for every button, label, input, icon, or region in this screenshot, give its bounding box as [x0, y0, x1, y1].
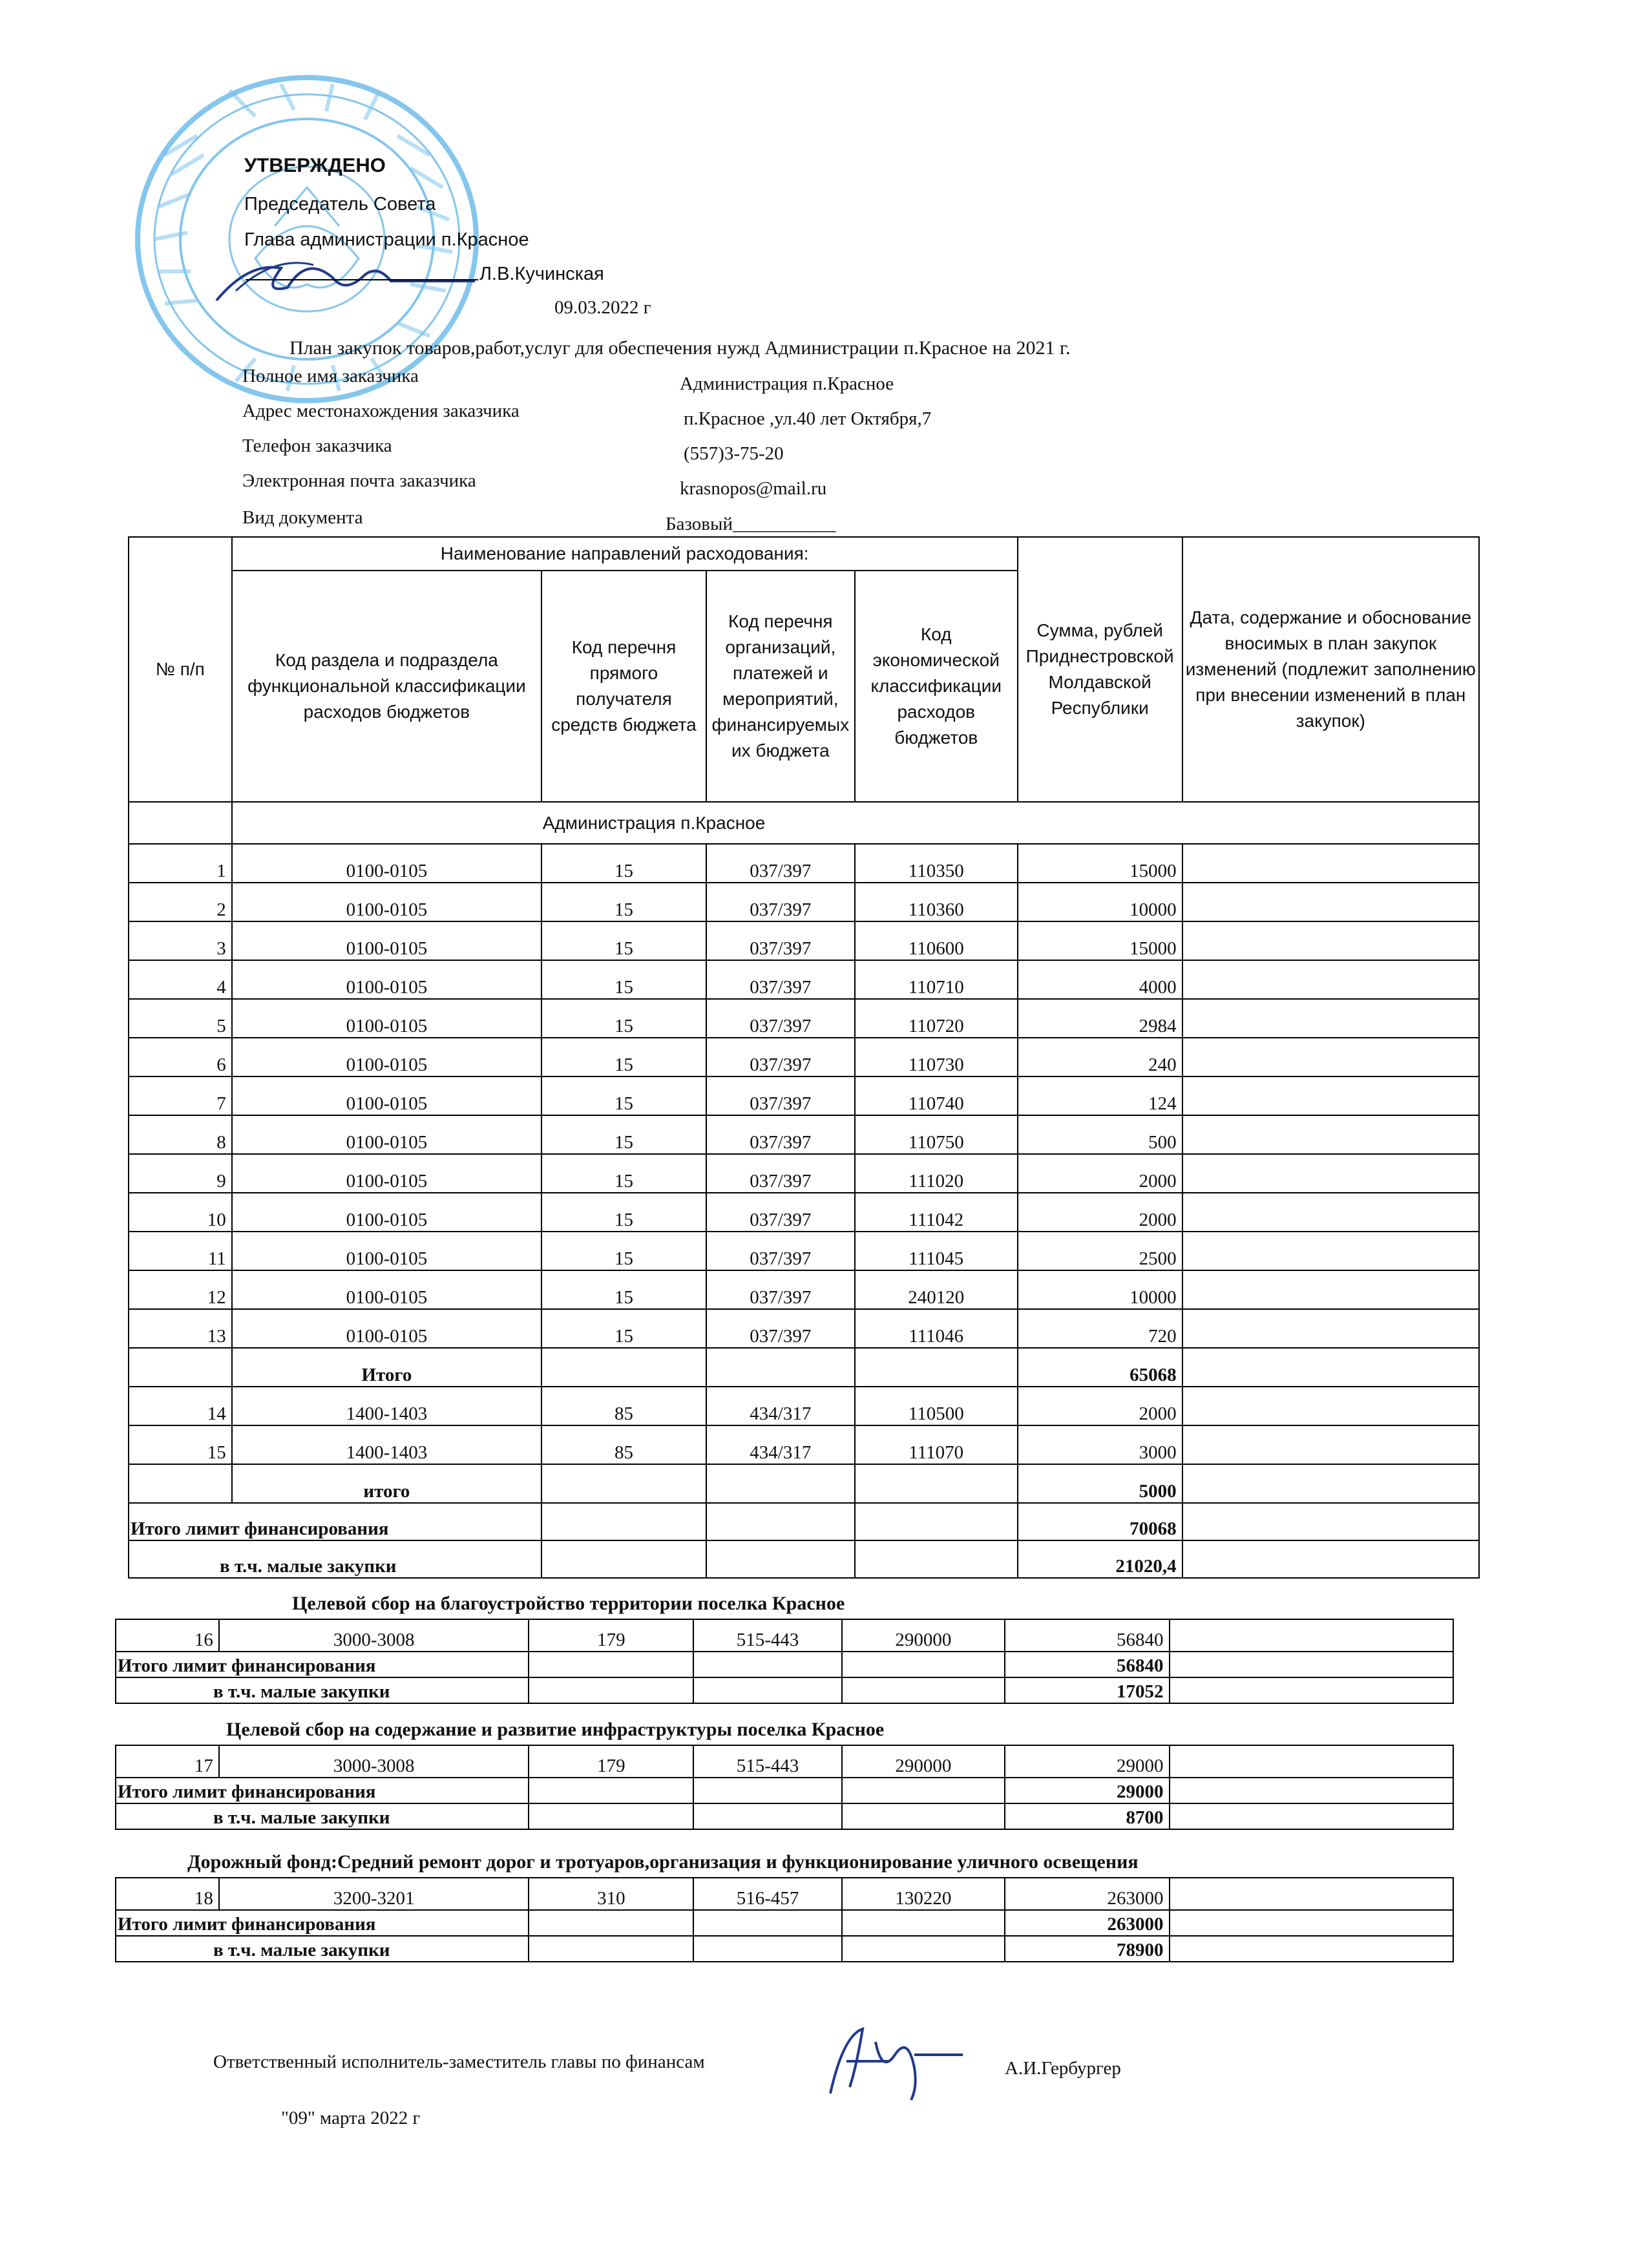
sum-cell: 15000: [1018, 844, 1182, 883]
sum-cell: 56840: [1005, 1619, 1170, 1652]
row-number: 16: [116, 1619, 219, 1652]
sum-cell: 500: [1018, 1115, 1182, 1154]
sum-cell: 263000: [1005, 1878, 1170, 1910]
row-number: 7: [129, 1076, 232, 1115]
empty-cell: [693, 1778, 842, 1803]
changes-cell: [1182, 1115, 1479, 1154]
changes-cell: [1170, 1745, 1453, 1778]
table-row: [129, 960, 1479, 999]
row-number: 11: [129, 1232, 232, 1270]
recipient-code-cell: 15: [541, 1232, 706, 1270]
economic-code-cell: 110740: [855, 1076, 1018, 1115]
document-title: План закупок товаров,работ,услуг для обеспечения нужд Администрации п.Красное на 2021 г.: [289, 337, 1071, 359]
table-row: [129, 1387, 1479, 1425]
section-code-cell: 0100-0105: [232, 1154, 541, 1193]
section-code-cell: 3000-3008: [219, 1745, 529, 1778]
section-small-purchases-sum: 78900: [1005, 1936, 1170, 1962]
row-number: 4: [129, 960, 232, 999]
approval-line-1: Председатель Совета: [244, 194, 436, 215]
sum-cell: 15000: [1018, 921, 1182, 960]
header-recipient-code: Код перечня прямого получателя средств бюджета: [541, 571, 706, 802]
row-number: 13: [129, 1309, 232, 1348]
organization-code-cell: 037/397: [706, 1115, 855, 1154]
organization-code-cell: 434/317: [706, 1425, 855, 1464]
empty-cell: [529, 1652, 693, 1677]
row-number: 8: [129, 1115, 232, 1154]
recipient-code-cell: 15: [541, 1154, 706, 1193]
economic-code-cell: 110730: [855, 1038, 1018, 1076]
economic-code-cell: 110750: [855, 1115, 1018, 1154]
approval-signer: Л.В.Кучинская: [479, 264, 604, 284]
economic-code-cell: 110500: [855, 1387, 1018, 1425]
section-administration: Администрация п.Красное: [232, 802, 1479, 844]
head-signature: [210, 242, 481, 313]
table-row: [129, 1154, 1479, 1193]
section-limit-row: [116, 1778, 1453, 1803]
row-number: 12: [129, 1270, 232, 1309]
sum-cell: 2000: [1018, 1154, 1182, 1193]
organization-code-cell: 037/397: [706, 1038, 855, 1076]
section-table: [115, 1745, 1454, 1830]
economic-code-cell: 111070: [855, 1425, 1018, 1464]
organization-code-cell: 037/397: [706, 1076, 855, 1115]
row-number: 6: [129, 1038, 232, 1076]
section-code-cell: 0100-0105: [232, 1076, 541, 1115]
section-title: Целевой сбор на содержание и развитие инфраструктуры поселка Красное: [226, 1719, 885, 1740]
footer-date: "09" марта 2022 г: [281, 2108, 421, 2128]
customer-address-value: п.Красное ,ул.40 лет Октября,7: [684, 408, 932, 429]
section-small-purchases-row: [116, 1677, 1453, 1703]
empty-cell: [842, 1910, 1005, 1936]
section-limit-row: [116, 1910, 1453, 1936]
finance-signature: [817, 2016, 966, 2106]
customer-name-label: Полное имя заказчика: [242, 366, 419, 386]
table-row: [129, 1038, 1479, 1076]
row-number: 15: [129, 1425, 232, 1464]
economic-code-cell: 110600: [855, 921, 1018, 960]
organization-code-cell: 516-457: [693, 1878, 842, 1910]
recipient-code-cell: 179: [529, 1619, 693, 1652]
header-group: Наименование направлений расходования:: [232, 537, 1018, 571]
changes-cell: [1182, 1270, 1479, 1309]
section-title: Дорожный фонд:Средний ремонт дорог и тротуаров,организация и функционирование уличного освещения: [187, 1851, 1139, 1873]
section-limit-sum: 56840: [1005, 1652, 1170, 1677]
header-organization-code: Код перечня организаций, платежей и мероприятий, финансируемых их бюджета: [706, 571, 855, 802]
section-small-purchases-label: в т.ч. малые закупки: [116, 1803, 529, 1829]
empty-cell: [693, 1910, 842, 1936]
sum-cell: 2000: [1018, 1193, 1182, 1232]
economic-code-cell: 111045: [855, 1232, 1018, 1270]
section-code-cell: 0100-0105: [232, 1115, 541, 1154]
table-row: [129, 999, 1479, 1038]
table-row: [129, 1309, 1479, 1348]
changes-cell: [1182, 883, 1479, 921]
sum-cell: 2984: [1018, 999, 1182, 1038]
changes-cell: [1182, 1038, 1479, 1076]
organization-code-cell: 037/397: [706, 844, 855, 883]
small-purchases-sum: 21020,4: [1018, 1540, 1182, 1578]
table-row: [129, 1115, 1479, 1154]
empty-cell: [842, 1778, 1005, 1803]
table-row: [129, 1193, 1479, 1232]
economic-code-cell: 111046: [855, 1309, 1018, 1348]
row-number: 1: [129, 844, 232, 883]
customer-doctype-value: Базовый___________: [666, 514, 836, 534]
section-limit-row: [116, 1652, 1453, 1677]
organization-code-cell: 037/397: [706, 1270, 855, 1309]
table-row: [116, 1745, 1453, 1778]
sum-cell: 10000: [1018, 883, 1182, 921]
changes-cell: [1182, 999, 1479, 1038]
sum-cell: 4000: [1018, 960, 1182, 999]
procurement-table: [128, 536, 1480, 1579]
signature-line: [246, 279, 478, 280]
organization-code-cell: 037/397: [706, 1232, 855, 1270]
empty-cell: [693, 1677, 842, 1703]
organization-code-cell: 515-443: [693, 1619, 842, 1652]
economic-code-cell: 290000: [842, 1619, 1005, 1652]
row-number: 10: [129, 1193, 232, 1232]
section-code-cell: 0100-0105: [232, 1232, 541, 1270]
changes-cell: [1170, 1878, 1453, 1910]
recipient-code-cell: 15: [541, 1038, 706, 1076]
organization-code-cell: 037/397: [706, 960, 855, 999]
sum-cell: 10000: [1018, 1270, 1182, 1309]
section-code-cell: 3000-3008: [219, 1619, 529, 1652]
customer-phone-label: Телефон заказчика: [242, 436, 392, 456]
changes-cell: [1182, 1193, 1479, 1232]
section-code-cell: 0100-0105: [232, 1309, 541, 1348]
row-number: 18: [116, 1878, 219, 1910]
section-code-cell: 0100-0105: [232, 844, 541, 883]
empty-cell: [1170, 1652, 1453, 1677]
table-row: [129, 1425, 1479, 1464]
changes-cell: [1182, 1232, 1479, 1270]
section-code-cell: 0100-0105: [232, 960, 541, 999]
section-limit-sum: 263000: [1005, 1910, 1170, 1936]
empty-cell: [1170, 1936, 1453, 1962]
organization-code-cell: 037/397: [706, 883, 855, 921]
changes-cell: [1182, 921, 1479, 960]
header-changes: Дата, содержание и обоснование вносимых в план закупок изменений (подлежит заполнению при внесении изменений в план закупок): [1182, 537, 1479, 802]
recipient-code-cell: 15: [541, 999, 706, 1038]
table-row: [116, 1619, 1453, 1652]
economic-code-cell: 110360: [855, 883, 1018, 921]
changes-cell: [1182, 844, 1479, 883]
section-table: [115, 1619, 1454, 1704]
section-code-cell: 0100-0105: [232, 883, 541, 921]
customer-phone-value: (557)3-75-20: [684, 443, 784, 464]
header-economic-code: Код экономической классификации расходов бюджетов: [855, 571, 1018, 802]
section-limit-label: Итого лимит финансирования: [116, 1778, 529, 1803]
sum-cell: 2500: [1018, 1232, 1182, 1270]
section-small-purchases-row: [116, 1936, 1453, 1962]
section-title: Целевой сбор на благоустройство территории поселка Красное: [292, 1593, 845, 1614]
sum-cell: 29000: [1005, 1745, 1170, 1778]
customer-email-label: Электронная почта заказчика: [242, 470, 476, 491]
changes-cell: [1182, 1309, 1479, 1348]
row-number: 5: [129, 999, 232, 1038]
empty-cell: [842, 1677, 1005, 1703]
organization-code-cell: 037/397: [706, 921, 855, 960]
table-row: [129, 844, 1479, 883]
empty-cell: [693, 1936, 842, 1962]
recipient-code-cell: 15: [541, 960, 706, 999]
organization-code-cell: 037/397: [706, 1193, 855, 1232]
subtotal-a-label: Итого: [232, 1348, 541, 1387]
subtotal-b-label: итого: [232, 1464, 541, 1503]
empty-cell: [1170, 1677, 1453, 1703]
changes-cell: [1182, 1425, 1479, 1464]
economic-code-cell: 111020: [855, 1154, 1018, 1193]
organization-code-cell: 037/397: [706, 1309, 855, 1348]
section-limit-label: Итого лимит финансирования: [116, 1910, 529, 1936]
changes-cell: [1182, 1076, 1479, 1115]
recipient-code-cell: 85: [541, 1425, 706, 1464]
recipient-code-cell: 15: [541, 1115, 706, 1154]
recipient-code-cell: 15: [541, 1076, 706, 1115]
recipient-code-cell: 85: [541, 1387, 706, 1425]
recipient-code-cell: 15: [541, 1270, 706, 1309]
empty-cell: [1170, 1910, 1453, 1936]
section-small-purchases-label: в т.ч. малые закупки: [116, 1936, 529, 1962]
empty-cell: [529, 1803, 693, 1829]
customer-email-value: krasnopos@mail.ru: [680, 478, 827, 499]
section-limit-label: Итого лимит финансирования: [116, 1652, 529, 1677]
empty-cell: [842, 1803, 1005, 1829]
table-row: [129, 1076, 1479, 1115]
section-limit-sum: 29000: [1005, 1778, 1170, 1803]
organization-code-cell: 515-443: [693, 1745, 842, 1778]
changes-cell: [1182, 1387, 1479, 1425]
section-small-purchases-sum: 8700: [1005, 1803, 1170, 1829]
economic-code-cell: 110720: [855, 999, 1018, 1038]
section-code-cell: 3200-3201: [219, 1878, 529, 1910]
sum-cell: 124: [1018, 1076, 1182, 1115]
header-sum: Сумма, рублей Приднестровской Молдавской Республики: [1018, 537, 1182, 802]
empty-cell: [529, 1677, 693, 1703]
recipient-code-cell: 310: [529, 1878, 693, 1910]
subtotal-b-sum: 5000: [1018, 1464, 1182, 1503]
row-number: 9: [129, 1154, 232, 1193]
approval-date: 09.03.2022 г: [554, 297, 651, 318]
row-number: 14: [129, 1387, 232, 1425]
approval-line-2: Глава администрации п.Красное: [244, 229, 529, 250]
section-small-purchases-label: в т.ч. малые закупки: [116, 1677, 529, 1703]
organization-code-cell: 434/317: [706, 1387, 855, 1425]
economic-code-cell: 130220: [842, 1878, 1005, 1910]
customer-doctype-label: Вид документа: [242, 507, 363, 528]
changes-cell: [1182, 1154, 1479, 1193]
economic-code-cell: 290000: [842, 1745, 1005, 1778]
organization-code-cell: 037/397: [706, 999, 855, 1038]
empty-cell: [842, 1652, 1005, 1677]
header-section-code: Код раздела и подраздела функциональной классификации расходов бюджетов: [232, 571, 541, 802]
empty-cell: [529, 1778, 693, 1803]
row-number: 3: [129, 921, 232, 960]
table-row: [129, 1270, 1479, 1309]
section-small-purchases-sum: 17052: [1005, 1677, 1170, 1703]
empty-cell: [693, 1652, 842, 1677]
recipient-code-cell: 15: [541, 921, 706, 960]
empty-cell: [1170, 1778, 1453, 1803]
economic-code-cell: 240120: [855, 1270, 1018, 1309]
recipient-code-cell: 179: [529, 1745, 693, 1778]
section-code-cell: 1400-1403: [232, 1425, 541, 1464]
changes-cell: [1182, 960, 1479, 999]
subtotal-a-sum: 65068: [1018, 1348, 1182, 1387]
section-code-cell: 0100-0105: [232, 1270, 541, 1309]
sum-cell: 240: [1018, 1038, 1182, 1076]
total-limit-sum: 70068: [1018, 1503, 1182, 1540]
total-limit-label: Итого лимит финансирования: [129, 1503, 541, 1540]
section-code-cell: 0100-0105: [232, 1038, 541, 1076]
empty-cell: [1170, 1803, 1453, 1829]
sum-cell: 2000: [1018, 1387, 1182, 1425]
section-code-cell: 1400-1403: [232, 1387, 541, 1425]
customer-address-label: Адрес местонахождения заказчика: [242, 401, 520, 421]
empty-cell: [529, 1936, 693, 1962]
sum-cell: 720: [1018, 1309, 1182, 1348]
approval-heading: УТВЕРЖДЕНО: [244, 154, 386, 176]
empty-cell: [693, 1803, 842, 1829]
changes-cell: [1170, 1619, 1453, 1652]
table-row: [129, 883, 1479, 921]
organization-code-cell: 037/397: [706, 1154, 855, 1193]
small-purchases-label: в т.ч. малые закупки: [129, 1540, 541, 1578]
economic-code-cell: 110350: [855, 844, 1018, 883]
economic-code-cell: 111042: [855, 1193, 1018, 1232]
section-code-cell: 0100-0105: [232, 921, 541, 960]
row-number: 17: [116, 1745, 219, 1778]
empty-cell: [842, 1936, 1005, 1962]
sum-cell: 3000: [1018, 1425, 1182, 1464]
section-table: [115, 1877, 1454, 1962]
row-number: 2: [129, 883, 232, 921]
table-row: [129, 921, 1479, 960]
customer-name-value: Администрация п.Красное: [680, 373, 894, 394]
responsible-name: А.И.Гербургер: [1005, 2058, 1121, 2079]
section-code-cell: 0100-0105: [232, 1193, 541, 1232]
responsible-label: Ответственный исполнитель-заместитель главы по финансам: [213, 2052, 705, 2072]
economic-code-cell: 110710: [855, 960, 1018, 999]
empty-cell: [529, 1910, 693, 1936]
recipient-code-cell: 15: [541, 1193, 706, 1232]
section-small-purchases-row: [116, 1803, 1453, 1829]
table-row: [116, 1878, 1453, 1910]
recipient-code-cell: 15: [541, 844, 706, 883]
header-number: № п/п: [129, 537, 232, 802]
table-row: [129, 1232, 1479, 1270]
recipient-code-cell: 15: [541, 1309, 706, 1348]
recipient-code-cell: 15: [541, 883, 706, 921]
section-code-cell: 0100-0105: [232, 999, 541, 1038]
